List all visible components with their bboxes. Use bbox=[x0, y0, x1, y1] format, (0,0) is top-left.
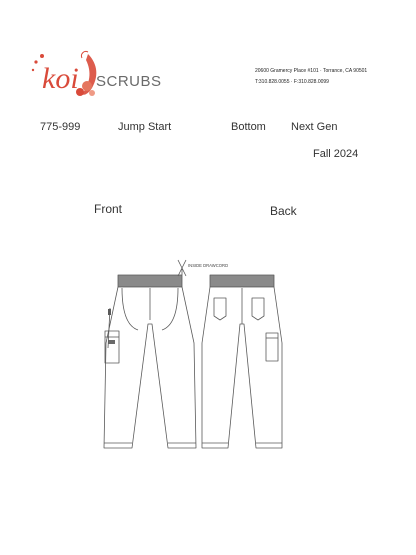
company-phone-fax: T:310.828.0055 · F:310.828.0099 bbox=[255, 79, 329, 85]
koi-scrubs-logo bbox=[30, 50, 180, 105]
style-name: Jump Start bbox=[118, 121, 172, 133]
garment-flat-sketch bbox=[92, 248, 332, 468]
koi-fish-icon bbox=[76, 51, 96, 96]
company-address: 20600 Gramercy Place #101 · Torrance, CA 90501 bbox=[255, 68, 368, 74]
collection-name: Next Gen bbox=[291, 121, 338, 133]
season: Fall 2024 bbox=[313, 148, 359, 160]
cargo-pocket-label bbox=[108, 340, 115, 344]
drawcord-callout: INSIDE DRAWCORD bbox=[188, 263, 229, 268]
front-waistband bbox=[118, 275, 182, 287]
front-pants-drawing bbox=[104, 275, 196, 448]
garment-category: Bottom bbox=[231, 121, 266, 133]
back-waistband bbox=[210, 275, 274, 287]
style-number: 775-999 bbox=[40, 121, 81, 133]
front-view-label: Front bbox=[94, 202, 123, 216]
back-view-label: Back bbox=[270, 204, 297, 218]
logo-brand-text: koi bbox=[42, 62, 79, 95]
logo-product-text: SCRUBS bbox=[96, 73, 162, 90]
drawcord-icon bbox=[178, 260, 186, 276]
back-pants-drawing bbox=[202, 275, 282, 448]
